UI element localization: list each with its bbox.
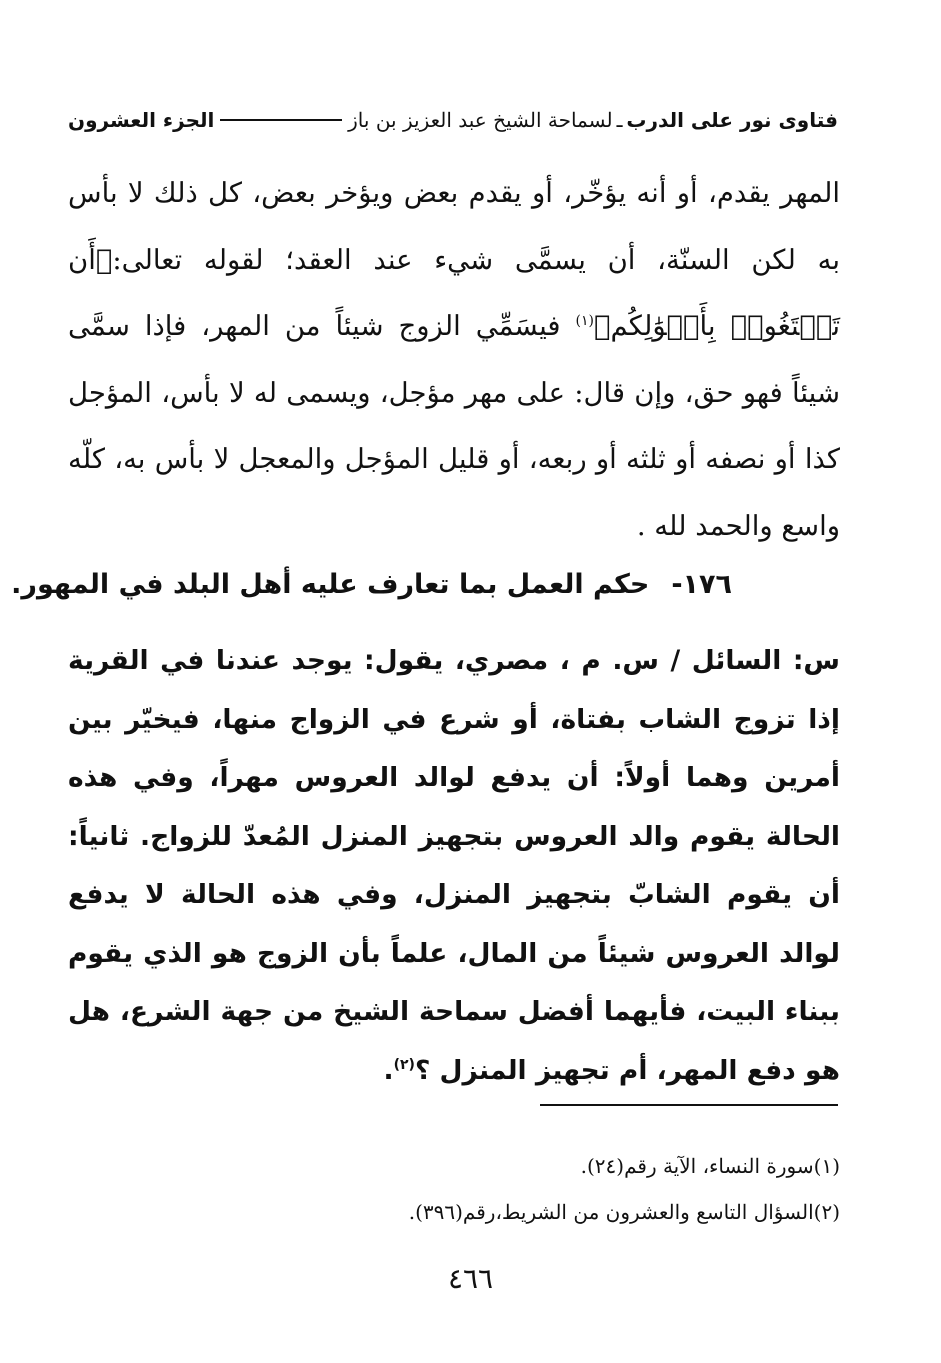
question-text [68, 632, 840, 1100]
footnote-ref-1: (١) [575, 312, 594, 329]
running-header [68, 100, 838, 140]
page-number: ٤٦٦ [447, 1262, 494, 1295]
footnote-2: (٢)السؤال التاسع والعشرون من الشريط،رقم(٣٩٦). [408, 1200, 840, 1224]
header-part-label: الجزء العشرون [68, 108, 215, 132]
header-author: لسماحة الشيخ عبد العزيز بن باز [348, 108, 613, 132]
question-body: س: السائل / س. م ، مصري، يقول: يوجد عندنا في القرية إذا تزوج الشاب بفتاة، أو شرع في الزواج منها، فيخيّر بين أمرين وهما أولاً: أن يدفع لوالد العروس مهراً، وفي هذه الحالة يقوم والد العروس بتجهيز المنزل المُعدّ للزواج. ثانياً: أن يقوم الشابّ بتجهيز المنزل، وفي هذه الحالة لا يدفع لوالد العروس شيئاً من المال، علماً بأن الزوج هو الذي يقوم ببناء البيت، فأيهما أفضل سماحة الشيخ من جهة الشرع، هل هو دفع المهر، أم تجهيز المنزل ؟ [68, 645, 840, 1086]
footnote-ref-2: (٢) [393, 1056, 415, 1073]
answer-text [68, 160, 840, 559]
footnote-1: (١)سورة النساء، الآية رقم(٢٤). [580, 1154, 840, 1178]
header-dash: ـ [616, 108, 623, 132]
header-rule [220, 119, 342, 121]
header-book-title: فتاوى نور على الدرب [626, 108, 838, 132]
answer-text-part2: فيسَمِّي الزوج شيئاً من المهر، فإذا سمَّى شيئاً فهو حق، وإن قال: على مهر مؤجل، ويسمى له لا بأس، المؤجل كذا أو نصفه أو ثلثه أو ربعه، أو قليل المؤجل والمعجل لا بأس به، كلّه واسع والحمد لله . [68, 310, 840, 542]
section-title: حكم العمل بما تعارف عليه أهل البلد في المهور. [11, 569, 650, 600]
question-end: . [383, 1054, 394, 1086]
footnotes [300, 1143, 840, 1235]
footnote-separator [540, 1104, 838, 1106]
section-number: ١٧٦- [671, 569, 732, 600]
section-heading [11, 560, 732, 610]
answer-text-part1: المهر يقدم، أو أنه يؤخّر، أو يقدم بعض ويؤخر بعض، كل ذلك لا بأس به لكن السنّة، أن يسمَّى شيء عند العقد؛ لقوله تعالى:﴿أَن تَبۡتَغُوا۟ بِأَمۡوَٰلِكُم﴾ [68, 177, 841, 342]
